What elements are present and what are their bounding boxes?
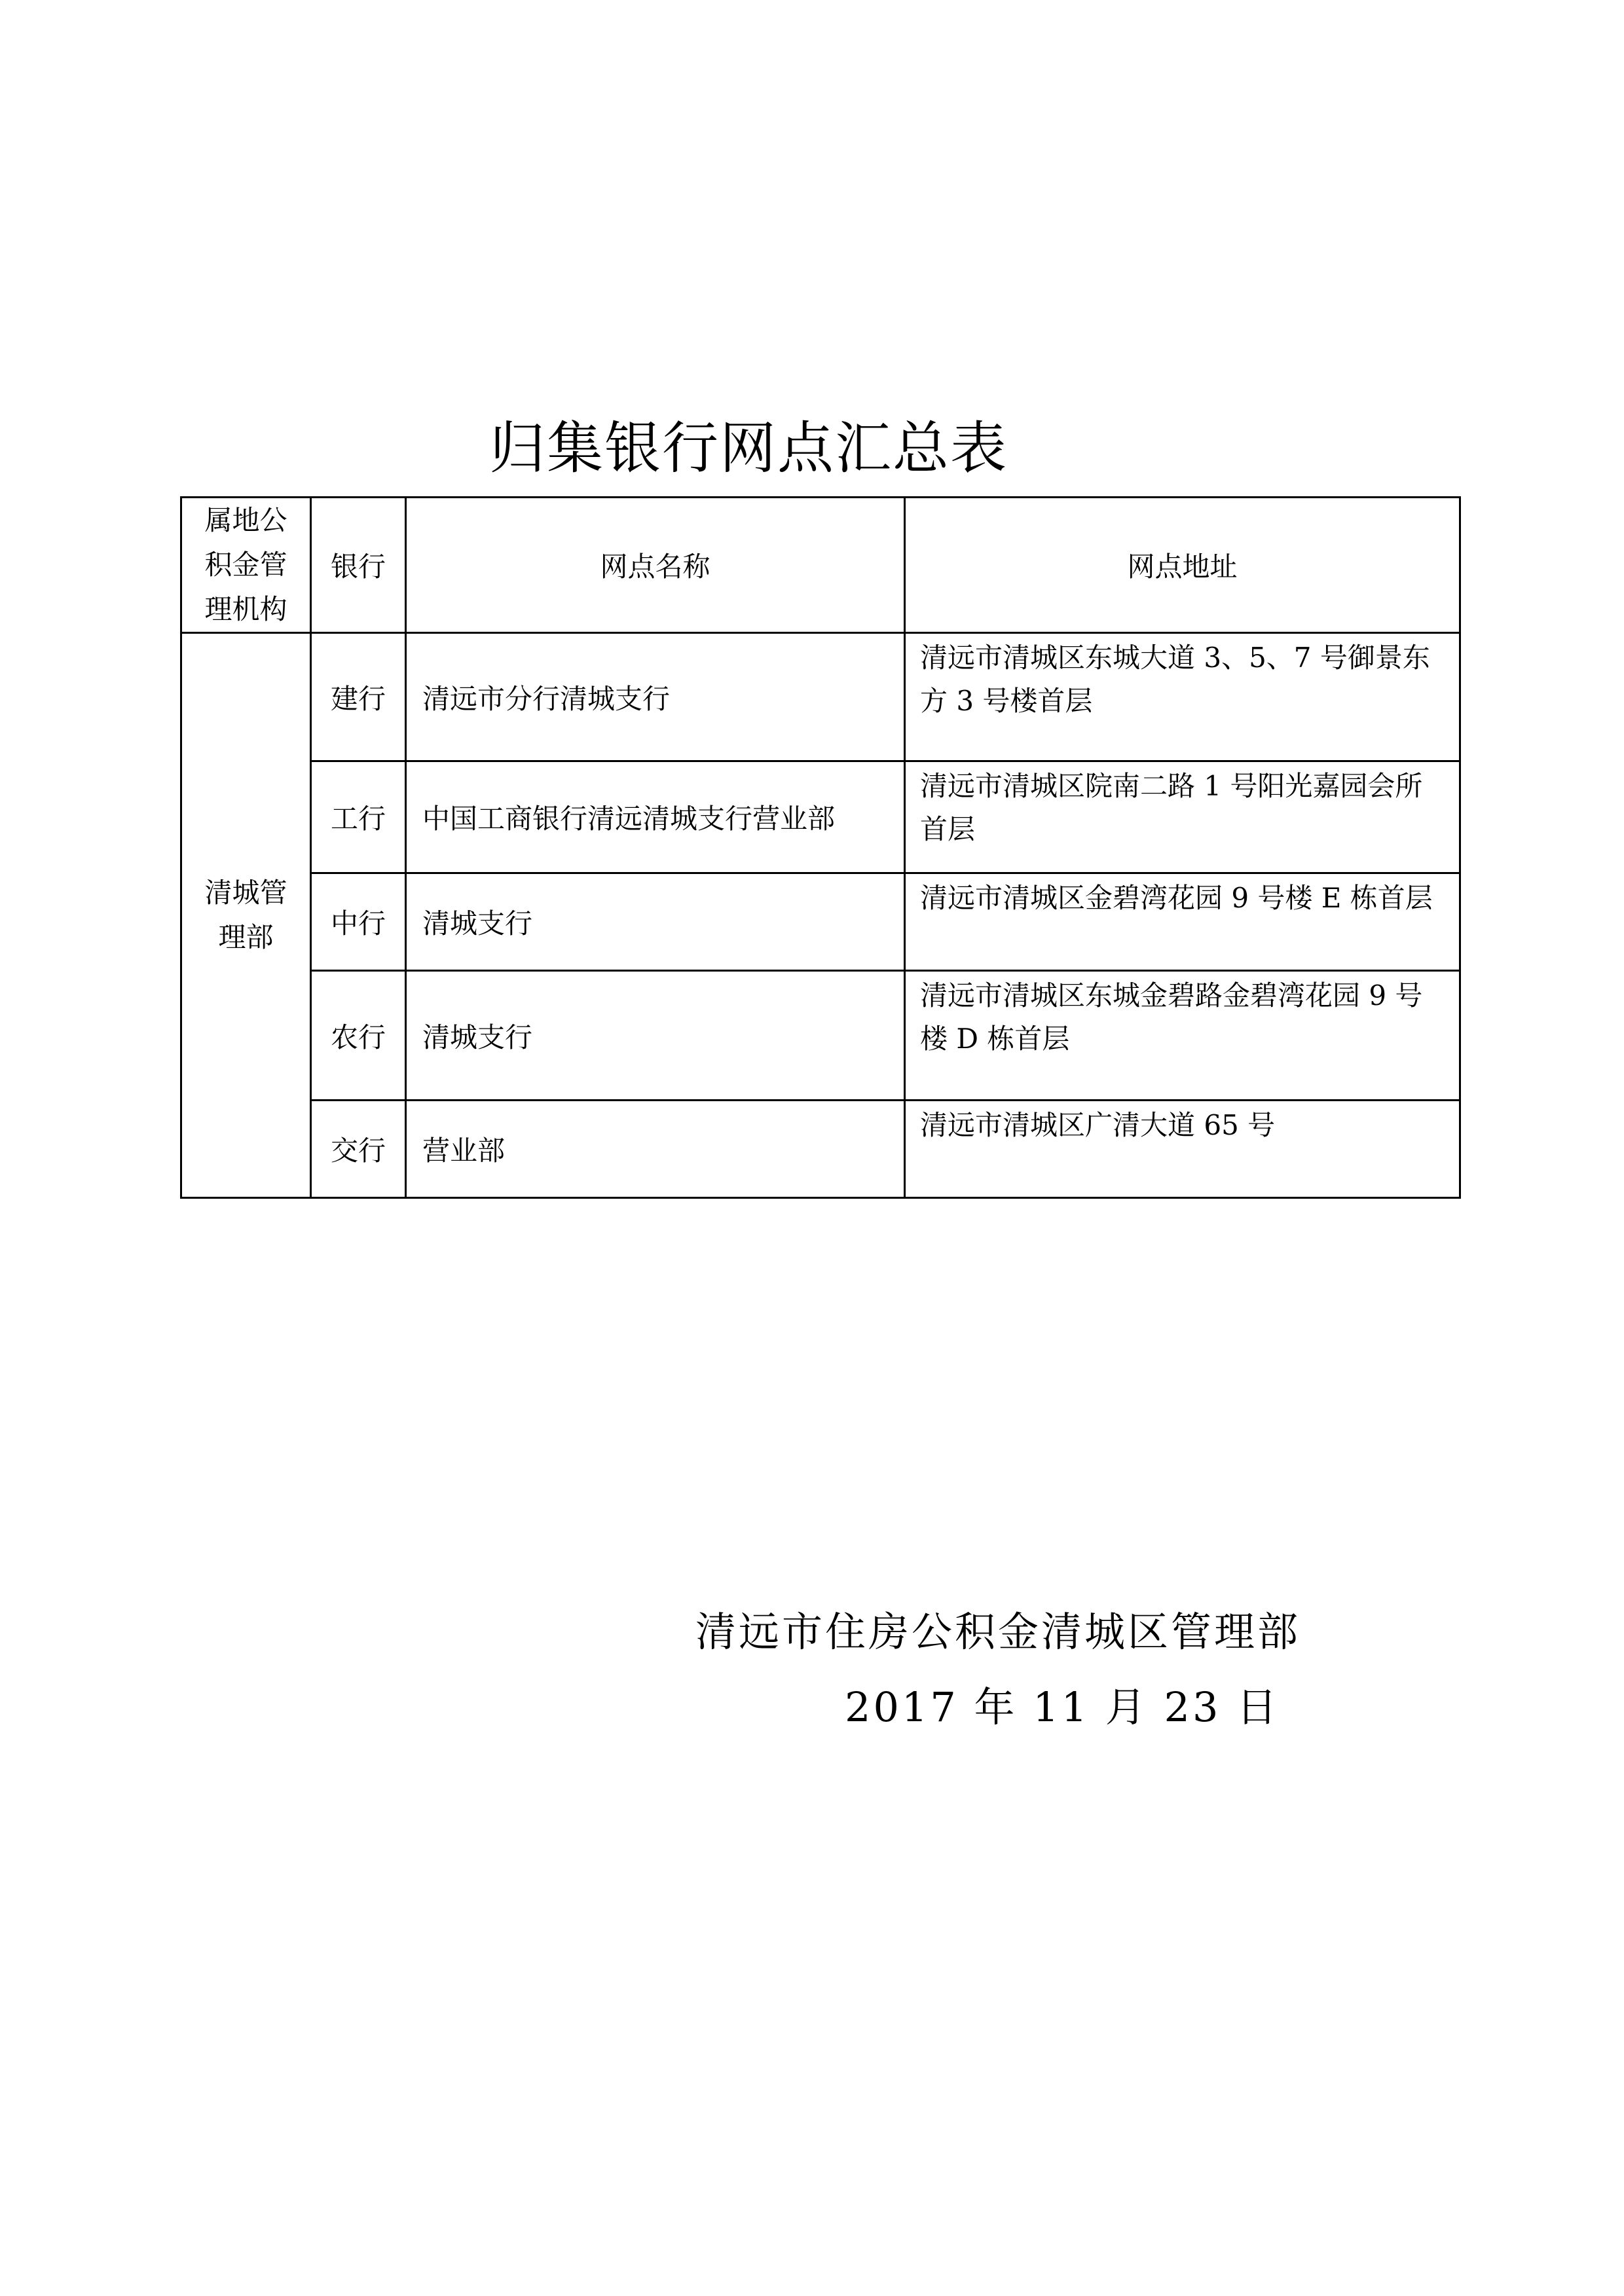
bank-cell: 农行 (311, 971, 406, 1101)
table-row (181, 971, 1460, 1101)
branch-address-cell: 清远市清城区东城大道 3、5、7 号御景东方 3 号楼首层 (905, 633, 1460, 761)
footer-organization: 清远市住房公积金清城区管理部 (695, 1608, 1301, 1656)
table-row (181, 633, 1460, 761)
branch-name-cell: 营业部 (406, 1101, 905, 1198)
table-row (181, 873, 1460, 971)
bank-cell: 建行 (311, 633, 406, 761)
org-cell: 清城管理部 (181, 633, 311, 1198)
branch-address-cell: 清远市清城区院南二路 1 号阳光嘉园会所首层 (905, 761, 1460, 873)
table-header-row (181, 498, 1460, 633)
branch-name-cell: 清城支行 (406, 971, 905, 1101)
page-title: 归集银行网点汇总表 (489, 416, 1008, 481)
branch-name-cell: 清城支行 (406, 873, 905, 971)
branch-address-cell: 清远市清城区广清大道 65 号 (905, 1101, 1460, 1198)
header-bank: 银行 (311, 498, 406, 633)
header-branch-name: 网点名称 (406, 498, 905, 633)
header-branch-address: 网点地址 (905, 498, 1460, 633)
branch-name-cell: 清远市分行清城支行 (406, 633, 905, 761)
bank-cell: 交行 (311, 1101, 406, 1198)
table-row (181, 1101, 1460, 1198)
branch-name-cell: 中国工商银行清远清城支行营业部 (406, 761, 905, 873)
footer-date: 2017 年 11 月 23 日 (845, 1683, 1280, 1731)
table-row (181, 761, 1460, 873)
header-org: 属地公积金管理机构 (181, 498, 311, 633)
branch-address-cell: 清远市清城区金碧湾花园 9 号楼 E 栋首层 (905, 873, 1460, 971)
bank-branch-table (180, 496, 1461, 1199)
branch-address-cell: 清远市清城区东城金碧路金碧湾花园 9 号楼 D 栋首层 (905, 971, 1460, 1101)
bank-cell: 工行 (311, 761, 406, 873)
bank-cell: 中行 (311, 873, 406, 971)
